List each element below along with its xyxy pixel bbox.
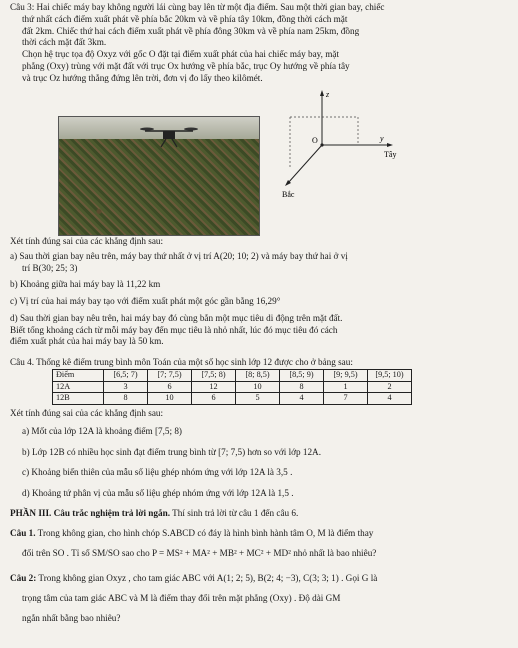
table-cell: 12	[192, 381, 236, 393]
table-cell: 12A	[53, 381, 104, 393]
drone-field-photo	[58, 116, 260, 236]
table-cell: [7,5; 8)	[192, 370, 236, 382]
p3-q2-text: Trong không gian Oxyz , cho tam giác ABC với A(1; 2; 5), B(2; 4; −3), C(3; 3; 1) . Gọi G là	[36, 573, 378, 584]
p3-q2-text-cont: ngắn nhất bằng bao nhiêu?	[22, 612, 121, 623]
q3-statement-c: c) Vị trí của hai máy bay tạo với điểm xuất phát một góc gần bằng 16,29°	[10, 296, 281, 307]
q4-statement-b: b) Lớp 12B có nhiều học sinh đạt điểm trung bình từ [7; 7,5) hơn so với lớp 12A.	[22, 446, 321, 457]
q3-statement-d: d) Sau thời gian bay nêu trên, hai máy bay đó cùng bắn một mục tiêu di động trên mặt đất.	[10, 312, 343, 323]
table-cell: Điểm	[53, 370, 104, 382]
table-cell: 6	[192, 393, 236, 405]
q4-statement-d: d) Khoảng tứ phân vị của mẫu số liệu ghép nhóm ứng với lớp 12A là 1,5 .	[22, 488, 294, 499]
q3-line: Câu 3: Hai chiếc máy bay không người lái cùng bay lên từ một địa điểm. Sau một thời gian bay, chiếc	[10, 2, 385, 12]
q3-line: phẳng (Oxy) trùng với mặt đất với trục Ox hướng về phía bắc, trục Oy hướng về phía tây	[22, 60, 350, 71]
part-3-heading	[10, 508, 510, 520]
question-3-statements	[10, 236, 510, 348]
p3-question-1	[10, 528, 510, 540]
part-3-heading-rest: Thí sinh trả lời từ câu 1 đến câu 6.	[170, 508, 299, 518]
question-3-text	[10, 2, 510, 84]
table-row	[53, 393, 412, 405]
table-cell: 8	[280, 381, 324, 393]
z-axis-label: z	[326, 90, 330, 99]
score-table	[52, 369, 412, 405]
table-cell: 12B	[53, 393, 104, 405]
q4-title: Câu 4. Thống kê điểm trung bình môn Toán của một số học sinh lớp 12 được cho ở bảng sau:	[10, 357, 353, 367]
table-cell: 10	[236, 381, 280, 393]
table-cell: 3	[104, 381, 148, 393]
table-cell: 4	[368, 393, 412, 405]
table-cell: 8	[104, 393, 148, 405]
q3-statement-a-cont: trí B(30; 25; 3)	[22, 262, 78, 273]
table-cell: 10	[148, 393, 192, 405]
table-cell: 6	[148, 381, 192, 393]
table-cell: [8; 8,5)	[236, 370, 280, 382]
table-cell: 7	[324, 393, 368, 405]
q3-statement-d-cont: điểm xuất phát của hai máy bay là 50 km.	[10, 336, 164, 347]
p3-q2-text-cont: trọng tâm của tam giác ABC và M là điểm thay đổi trên mặt phẳng (Oxy) . Độ dài GM	[22, 593, 341, 604]
part-3	[10, 508, 510, 625]
question-4-statements	[10, 408, 510, 500]
p3-q1-text: Trong không gian, cho hình chóp S.ABCD có đáy là hình bình hành tâm O, M là điểm thay	[35, 527, 374, 538]
table-row	[53, 381, 412, 393]
q3-statement-b: b) Khoảng giữa hai máy bay là 11,22 km	[10, 279, 161, 290]
q4-intro: Xét tính đúng sai của các khẳng định sau:	[10, 408, 164, 418]
q3-line: thời cách mặt đất 3km.	[22, 37, 107, 48]
table-cell: [6,5; 7)	[104, 370, 148, 382]
q3-line: và trục Oz hướng thẳng đứng lên trời, đơn vị đo lấy theo kilômét.	[22, 72, 263, 83]
q3-line: đất 2km. Chiếc thứ hai cách điểm xuất phát về phía đông 30km và về phía nam 25km, đồng	[22, 25, 360, 36]
table-cell: [9; 9,5)	[324, 370, 368, 382]
west-label: Tây	[384, 150, 397, 159]
north-label: Bắc	[282, 190, 295, 197]
drone-icon	[139, 125, 199, 149]
p3-question-2	[10, 573, 510, 585]
table-cell: [9,5; 10)	[368, 370, 412, 382]
q3-line: thứ nhất cách điểm xuất phát về phía bắc 20km và về phía tây 10km, đồng thời cách mặt	[22, 13, 348, 24]
q3-statement-a: a) Sau thời gian bay nêu trên, máy bay thứ nhất ở vị trí A(20; 10; 2) và máy bay thứ hai ở vị	[10, 250, 348, 261]
y-axis-label: y	[380, 134, 384, 143]
table-header-row	[53, 370, 412, 382]
p3-q2-label: Câu 2:	[10, 573, 37, 584]
table-cell: [7; 7,5)	[148, 370, 192, 382]
table-cell: 5	[236, 393, 280, 405]
table-cell: 4	[280, 393, 324, 405]
q4-statement-c: c) Khoảng biến thiên của mẫu số liệu ghép nhóm ứng với lớp 12A là 3,5 .	[22, 467, 293, 478]
table-cell: 2	[368, 381, 412, 393]
q3-line: Chọn hệ trục tọa độ Oxyz với gốc O đặt tại điểm xuất phát của hai chiếc máy bay, mặt	[22, 49, 340, 60]
part-3-heading-bold: PHẦN III. Câu trắc nghiệm trả lời ngắn.	[10, 508, 171, 518]
q3-intro: Xét tính đúng sai của các khẳng định sau:	[10, 236, 164, 246]
table-cell: 1	[324, 381, 368, 393]
q3-statement-d-cont: Biết tổng khoảng cách từ mỗi máy bay đến mục tiêu là nhỏ nhất, lúc đó mục tiêu đó cách	[10, 324, 338, 335]
p3-q1-label: Câu 1.	[10, 527, 36, 538]
oxyz-axes-diagram	[272, 87, 402, 197]
p3-q1-text-cont: đổi trên SO . Tỉ số SM/SO sao cho P = MS² + MA² + MB² + MC² + MD² nhỏ nhất là bao nhiêu?	[22, 547, 377, 558]
table-cell: [8,5; 9)	[280, 370, 324, 382]
origin-label: O	[312, 136, 318, 145]
q4-statement-a: a) Mốt của lớp 12A là khoảng điểm [7,5; 8)	[22, 425, 182, 436]
question-4-title	[10, 357, 510, 369]
